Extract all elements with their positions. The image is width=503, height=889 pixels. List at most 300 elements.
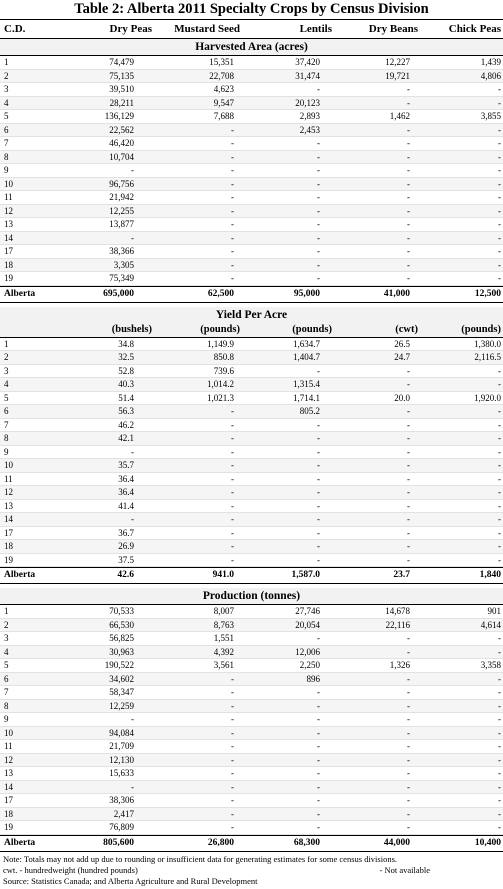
table-cell: - (317, 165, 320, 175)
table-cell: 1,326 (389, 660, 410, 670)
table-cell: 38,366 (109, 246, 134, 256)
table-cell: - (317, 768, 320, 778)
table-cell: - (498, 633, 501, 643)
table-row (0, 351, 503, 365)
units-row (0, 323, 503, 338)
table-cell: 12 (4, 487, 13, 497)
table-cell: 2,417 (113, 808, 134, 819)
table-cell: - (231, 768, 234, 778)
total-cell: Alberta (4, 288, 36, 299)
table-cell: 9 (4, 446, 9, 457)
table-row (0, 527, 503, 541)
total-cell: 26,800 (207, 837, 234, 848)
table-cell: - (231, 554, 234, 565)
table-cell: 1 (4, 606, 9, 616)
total-cell: 68,300 (293, 837, 320, 848)
table-cell: - (231, 714, 234, 724)
table-cell: - (317, 178, 320, 189)
table-cell: - (317, 700, 320, 711)
table-cell: 3 (4, 365, 9, 376)
table-cell: 17 (4, 246, 13, 256)
table-cell: 2,893 (299, 111, 320, 121)
table-cell: 3,855 (480, 111, 501, 121)
table-cell: - (231, 795, 234, 805)
table-cell: 19 (4, 822, 13, 832)
table-cell: 14 (4, 232, 13, 243)
table-row (0, 821, 503, 835)
table-row (0, 554, 503, 568)
table-row (0, 605, 503, 619)
table-cell: 34.8 (118, 338, 134, 349)
table-row (0, 446, 503, 460)
table-cell: 1,149.9 (207, 338, 234, 349)
table-cell: - (231, 138, 234, 148)
table-cell: - (231, 541, 234, 551)
table-row (0, 56, 503, 70)
table-cell: - (317, 808, 320, 819)
table-cell: - (498, 419, 501, 430)
total-cell: 941.0 (212, 570, 234, 580)
table-row (0, 245, 503, 259)
table-row (0, 338, 503, 352)
table-cell: - (407, 205, 410, 216)
table-cell: - (407, 84, 410, 94)
table-cell: 31,474 (295, 70, 320, 81)
table-cell: - (231, 500, 234, 511)
table-row (0, 124, 503, 138)
table-cell: - (231, 246, 234, 256)
total-cell: 62,500 (207, 288, 234, 299)
table-cell: - (317, 273, 320, 283)
table-cell: - (498, 446, 501, 457)
table-row (0, 513, 503, 527)
table-cell: - (317, 822, 320, 832)
table-cell: 14,678 (385, 606, 410, 616)
table-cell: - (498, 741, 501, 751)
table-cell: 136,129 (104, 111, 134, 121)
table-cell: - (317, 433, 320, 443)
table-cell: 26.5 (394, 338, 410, 349)
table-cell: 30,963 (109, 646, 134, 657)
table-cell: 5 (4, 392, 9, 403)
table-cell: - (317, 514, 320, 524)
table-row (0, 137, 503, 151)
table-row (0, 700, 503, 714)
table-cell: - (317, 232, 320, 243)
table-row (0, 727, 503, 741)
table-cell: 51.4 (118, 392, 134, 403)
table-cell: - (498, 205, 501, 216)
table-cell: 3,561 (213, 660, 234, 670)
table-cell: - (317, 500, 320, 511)
table-cell: 2,116.5 (474, 352, 501, 362)
table-row (0, 486, 503, 500)
table-cell: - (131, 714, 134, 724)
table-cell: 12,255 (109, 205, 134, 216)
table-cell: 36.7 (118, 527, 134, 538)
table-cell: 36.4 (118, 473, 134, 484)
table-cell: 3,358 (480, 660, 501, 670)
table-cell: 37,420 (295, 57, 320, 67)
table-cell: 74,479 (109, 57, 134, 67)
table-cell: 18 (4, 808, 13, 819)
table-cell: 5 (4, 111, 9, 121)
table-cell: - (498, 727, 501, 738)
table-cell: 4,623 (213, 84, 234, 94)
table-cell: 12 (4, 754, 13, 765)
table-cell: 9 (4, 165, 9, 175)
table-cell: - (407, 138, 410, 148)
table-cell: 58,347 (109, 687, 134, 697)
table-cell: - (231, 219, 234, 229)
table-cell: 15,351 (209, 57, 234, 67)
table-cell: - (231, 473, 234, 484)
table-row (0, 218, 503, 232)
table-cell: - (498, 406, 501, 416)
unit-cell: (pounds) (200, 323, 240, 335)
table-cell: 37.5 (118, 554, 134, 565)
table-row (0, 405, 503, 419)
table-cell: 1,014.2 (207, 379, 234, 389)
total-cell: 12,500 (474, 288, 501, 299)
table-row (0, 459, 503, 473)
table-cell: - (131, 165, 134, 175)
table-cell: - (317, 527, 320, 538)
total-cell: 42.6 (117, 570, 134, 580)
table-cell: 56,825 (109, 633, 134, 643)
table-cell: - (498, 500, 501, 511)
table-cell: - (407, 379, 410, 389)
table-row (0, 392, 503, 406)
table-cell: - (317, 138, 320, 148)
table-cell: - (231, 527, 234, 538)
table-cell: - (498, 541, 501, 551)
table-row (0, 540, 503, 554)
table-cell: - (231, 781, 234, 792)
table-cell: 46,420 (109, 138, 134, 148)
table-row (0, 259, 503, 273)
table-cell: 94,084 (109, 727, 134, 738)
table-cell: 70,533 (109, 606, 134, 616)
table-cell: - (317, 741, 320, 751)
table-cell: 27,746 (295, 606, 320, 616)
table-cell: - (407, 460, 410, 470)
table-cell: 850.8 (213, 352, 234, 362)
table-row (0, 500, 503, 514)
section-title: Harvested Area (acres) (0, 39, 503, 56)
table-cell: 19 (4, 554, 13, 565)
table-row (0, 659, 503, 673)
table-cell: 18 (4, 259, 13, 270)
table-cell: - (498, 246, 501, 256)
table-cell: - (231, 487, 234, 497)
table-cell: - (407, 433, 410, 443)
table-row (0, 754, 503, 768)
table-cell: 26.9 (118, 541, 134, 551)
table-cell: - (498, 768, 501, 778)
table-cell: - (317, 219, 320, 229)
header-lentils: Lentils (299, 23, 332, 35)
table-row (0, 794, 503, 808)
table-cell: - (317, 781, 320, 792)
table-cell: - (231, 178, 234, 189)
table-cell: 14 (4, 781, 13, 792)
table-cell: - (498, 138, 501, 148)
note-cwt: cwt. - hundredweight (hundred pounds) (3, 864, 138, 875)
table-row (0, 70, 503, 84)
table-row (0, 365, 503, 379)
table-notes (0, 852, 503, 889)
table-cell: - (231, 419, 234, 430)
table-cell: 20,054 (295, 619, 320, 630)
table-row (0, 191, 503, 205)
table-cell: 56.3 (118, 406, 134, 416)
table-cell: - (407, 687, 410, 697)
table-cell: - (317, 714, 320, 724)
table-cell: - (407, 500, 410, 511)
table-cell: - (498, 84, 501, 94)
table-cell: - (498, 124, 501, 135)
table-cell: - (498, 259, 501, 270)
table-cell: 39,510 (109, 84, 134, 94)
table-cell: 10 (4, 727, 13, 738)
table-cell: - (317, 754, 320, 765)
table-cell: 20.0 (394, 392, 410, 403)
table-cell: - (407, 727, 410, 738)
table-cell: - (407, 487, 410, 497)
table-cell: - (407, 365, 410, 376)
table-cell: - (231, 754, 234, 765)
table-cell: 1,315.4 (293, 379, 320, 389)
table-cell: 76,809 (109, 822, 134, 832)
table-cell: - (498, 379, 501, 389)
table-body (0, 39, 503, 852)
table-cell: - (231, 124, 234, 135)
table-cell: 4,392 (213, 646, 234, 657)
table-cell: 1,462 (389, 111, 410, 121)
table-cell: - (231, 406, 234, 416)
table-cell: 17 (4, 527, 13, 538)
table-cell: - (317, 151, 320, 162)
table-row (0, 781, 503, 795)
table-cell: 8 (4, 151, 9, 162)
table-cell: 17 (4, 795, 13, 805)
table-cell: 96,756 (109, 178, 134, 189)
table-cell: - (407, 246, 410, 256)
total-cell: 23.7 (393, 570, 410, 580)
table-cell: 12,006 (295, 646, 320, 657)
table-cell: 6 (4, 406, 9, 416)
table-cell: - (498, 97, 501, 108)
table-cell: 1,021.3 (207, 392, 234, 403)
table-cell: 7,688 (213, 111, 234, 121)
table-cell: - (498, 714, 501, 724)
table-cell: 24.7 (394, 352, 410, 362)
total-cell: Alberta (4, 570, 36, 580)
table-cell: - (498, 273, 501, 283)
table-cell: 1,714.1 (293, 392, 320, 403)
table-cell: 19 (4, 273, 13, 283)
table-cell: - (407, 232, 410, 243)
table-cell: - (498, 781, 501, 792)
table-cell: - (317, 205, 320, 216)
table-row (0, 83, 503, 97)
table-cell: 7 (4, 419, 9, 430)
section-title: Production (tonnes) (0, 588, 503, 605)
table-cell: 1,404.7 (293, 352, 320, 362)
table-cell: 75,135 (109, 70, 134, 81)
table-cell: - (131, 781, 134, 792)
table-cell: - (407, 633, 410, 643)
table-cell: - (317, 460, 320, 470)
table-cell: - (498, 219, 501, 229)
table-cell: 739.6 (213, 365, 234, 376)
table-cell: - (231, 700, 234, 711)
table-cell: - (407, 273, 410, 283)
table-row (0, 646, 503, 660)
unit-cell: (bushels) (111, 323, 152, 335)
table-cell: - (231, 446, 234, 457)
table-cell: 6 (4, 673, 9, 684)
table-cell: 28,211 (109, 97, 134, 108)
table-cell: 42.1 (118, 433, 134, 443)
table-row (0, 673, 503, 687)
table-cell: - (231, 822, 234, 832)
table-cell: - (317, 795, 320, 805)
table-cell: - (407, 124, 410, 135)
table-cell: - (407, 741, 410, 751)
table-title: Table 2: Alberta 2011 Specialty Crops by Census Division (0, 0, 503, 20)
table-cell: 66,530 (109, 619, 134, 630)
table-cell: - (407, 646, 410, 657)
table-cell: 6 (4, 124, 9, 135)
table-cell: - (231, 165, 234, 175)
table-cell: - (407, 673, 410, 684)
table-cell: - (407, 406, 410, 416)
table-cell: - (231, 273, 234, 283)
table-cell: - (231, 808, 234, 819)
table-cell: 75,349 (109, 273, 134, 283)
table-cell: 805.2 (299, 406, 320, 416)
table-cell: - (317, 554, 320, 565)
table-cell: - (407, 473, 410, 484)
table-cell: - (317, 246, 320, 256)
table-cell: - (231, 433, 234, 443)
table-cell: 38,306 (109, 795, 134, 805)
table-cell: 2,250 (299, 660, 320, 670)
table-cell: - (407, 514, 410, 524)
unit-cell: (cwt) (395, 323, 418, 335)
table-row (0, 808, 503, 822)
table-cell: - (317, 687, 320, 697)
table-cell: 36.4 (118, 487, 134, 497)
header-chick-peas: Chick Peas (448, 23, 501, 35)
table-cell: 12 (4, 205, 13, 216)
table-cell: - (231, 741, 234, 751)
table-cell: - (317, 633, 320, 643)
table-cell: - (231, 205, 234, 216)
table-row (0, 686, 503, 700)
note-source: Source: Statistics Canada; and Alberta Agriculture and Rural Development (3, 875, 258, 886)
table-cell: - (498, 151, 501, 162)
table-cell: 2 (4, 70, 9, 81)
table-cell: 8,763 (213, 619, 234, 630)
table-cell: 9,547 (213, 97, 234, 108)
table-cell: 1 (4, 57, 9, 67)
total-row (0, 286, 503, 303)
table-cell: 20,123 (295, 97, 320, 108)
table-cell: - (407, 178, 410, 189)
table-cell: 13 (4, 768, 13, 778)
table-cell: 2 (4, 619, 9, 630)
table-row (0, 205, 503, 219)
table-cell: 4,806 (480, 70, 501, 81)
table-cell: - (317, 473, 320, 484)
table-cell: - (407, 822, 410, 832)
table-cell: 52.8 (118, 365, 134, 376)
table-cell: - (317, 487, 320, 497)
table-cell: - (498, 165, 501, 175)
table-cell: - (231, 151, 234, 162)
table-row (0, 151, 503, 165)
table-cell: 4 (4, 646, 9, 657)
table-row (0, 232, 503, 246)
table-row (0, 740, 503, 754)
table-cell: - (498, 687, 501, 697)
total-cell: 10,400 (474, 837, 501, 848)
table-cell: 5 (4, 660, 9, 670)
table-cell: - (498, 527, 501, 538)
table-cell: 10,704 (109, 151, 134, 162)
table-cell: 19,721 (385, 70, 410, 81)
table-cell: 11 (4, 192, 13, 202)
table-cell: - (317, 192, 320, 202)
total-cell: 1,587.0 (291, 570, 320, 580)
table-cell: - (407, 165, 410, 175)
table-cell: 14 (4, 514, 13, 524)
unit-cell: (pounds) (461, 323, 501, 335)
total-cell: 44,000 (383, 837, 410, 848)
table-cell: - (498, 365, 501, 376)
table-cell: 21,942 (109, 192, 134, 202)
table-cell: 12,259 (109, 700, 134, 711)
table-cell: - (317, 446, 320, 457)
table-cell: - (407, 219, 410, 229)
table-cell: 11 (4, 473, 13, 484)
table-row (0, 767, 503, 781)
table-row (0, 432, 503, 446)
table-row (0, 97, 503, 111)
table-row (0, 378, 503, 392)
table-cell: - (407, 97, 410, 108)
table-row (0, 178, 503, 192)
table-cell: 34,602 (109, 673, 134, 684)
table-cell: - (317, 541, 320, 551)
table-cell: 190,522 (104, 660, 134, 670)
table-cell: - (498, 754, 501, 765)
table-cell: 4 (4, 97, 9, 108)
table-cell: 32.5 (118, 352, 134, 362)
table-cell: - (131, 514, 134, 524)
table-cell: 4 (4, 379, 9, 389)
table-cell: 10 (4, 460, 13, 470)
table-cell: - (407, 554, 410, 565)
table-cell: - (498, 433, 501, 443)
header-cd: C.D. (4, 23, 26, 35)
table-cell: 1,634.7 (293, 338, 320, 349)
table-cell: - (498, 808, 501, 819)
table-cell: 41.4 (118, 500, 134, 511)
